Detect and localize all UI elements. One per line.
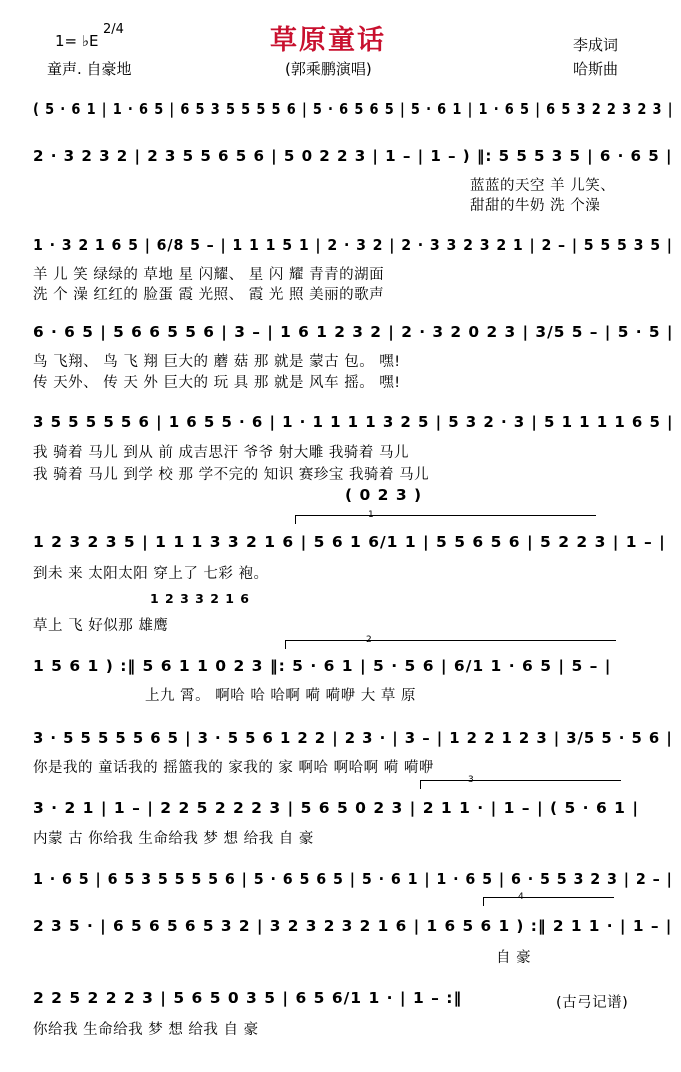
lyric-line: 传 天外、 传 天 外 巨大的 玩 具 那 就是 风车 摇。 嘿! — [33, 375, 401, 391]
transcriber-credit: (古弓记谱) — [556, 995, 629, 1011]
volta-number: 3 — [468, 775, 474, 785]
alternate-notes: 1 2 3 3 2 1 6 — [150, 591, 250, 606]
lyric-line: 上九 霄。 啊哈 哈 哈啊 嗬 嗬咿 大 草 原 — [145, 688, 416, 704]
volta-bracket — [285, 640, 616, 649]
lyric-line: 鸟 飞翔、 鸟 飞 翔 巨大的 蘑 菇 那 就是 蒙古 包。 嘿! — [33, 354, 401, 370]
volta-bracket — [483, 897, 614, 906]
lyric-line: 你是我的 童话我的 摇篮我的 家我的 家 啊哈 啊哈啊 嗬 嗬咿 — [33, 760, 434, 776]
score-system-8: 1 5 6 1 ) :‖ 5 6 1 1 0 2 3 ‖: 5 · 6 1 | 5 · 5 6 | 6/1 1 · 6 5 | 5 – | — [33, 657, 612, 675]
volta-bracket — [420, 780, 621, 789]
lyricist: 李成词 — [573, 36, 619, 54]
lyric-line: 你给我 生命给我 梦 想 给我 自 豪 — [33, 1022, 259, 1038]
score-system-5: 3 5 5 5 5 5 6 | 1 6 5 5 · 6 | 1 · 1 1 1 1 3 2 5 | 5 3 2 · 3 | 5 1 1 1 1 6 5 | — [33, 413, 674, 431]
lyric-line: 到未 来 太阳太阳 穿上了 七彩 袍。 — [33, 566, 269, 582]
score-system-2: 2 · 3 2 3 2 | 2 3 5 5 6 5 6 | 5 0 2 2 3 | 1 – | 1 – ) ‖: 5 5 5 3 5 | 6 · 6 5 | — [33, 147, 673, 165]
score-system-10: 3 · 2 1 | 1 – | 2 2 5 2 2 2 3 | 5 6 5 0 2 3 | 2 1 1 · | 1 – | ( 5 · 6 1 | — [33, 799, 639, 817]
score-system-6: 1 2 3 2 3 5 | 1 1 1 3 3 2 1 6 | 5 6 1 6/1 1 | 5 5 6 5 6 | 5 2 2 3 | 1 – | — [33, 533, 666, 551]
volta-number: 1 — [368, 510, 374, 520]
score-system-1: ( 5 · 6 1 | 1 · 6 5 | 6 5 3 5 5 5 5 6 | 5 · 6 5 6 5 | 5 · 6 1 | 1 · 6 5 | 6 5 3 2 2 3 2 3 | — [33, 100, 674, 118]
key-signature: 1= ♭E — [55, 32, 99, 50]
time-signature: 2/4 — [103, 22, 124, 37]
volta-number: 4 — [518, 892, 524, 902]
score-system-3: 1 · 3 2 1 6 5 | 6/8 5 – | 1 1 1 5 1 | 2 · 3 2 | 2 · 3 3 2 3 2 1 | 2 – | 5 5 5 3 5 | — [33, 236, 673, 254]
score-system-4: 6 · 6 5 | 5 6 6 5 5 6 | 3 – | 1 6 1 2 3 2 | 2 · 3 2 0 2 3 | 3/5 5 – | 5 · 5 | — [33, 323, 674, 341]
score-system-11: 1 · 6 5 | 6 5 3 5 5 5 5 6 | 5 · 6 5 6 5 | 5 · 6 1 | 1 · 6 5 | 6 · 5 5 3 2 3 | 2 – | — [33, 870, 673, 888]
performer: (郭乘鹏演唱) — [285, 60, 372, 78]
lyric-line: 草上 飞 好似那 雄鹰 — [33, 618, 169, 634]
lyric-line: 内蒙 古 你给我 生命给我 梦 想 给我 自 豪 — [33, 831, 314, 847]
pickup-notes: ( 0 2 3 ) — [345, 486, 423, 504]
lyric-line: 蓝蓝的天空 羊 儿笑、 — [470, 178, 616, 194]
lyric-line: 我 骑着 马儿 到从 前 成吉思汗 爷爷 射大雕 我骑着 马儿 — [33, 445, 409, 461]
score-system-12: 2 3 5 · | 6 5 6 5 6 5 3 2 | 3 2 3 2 3 2 1 6 | 1 6 5 6 1 ) :‖ 2 1 1 · | 1 – | — [33, 917, 673, 935]
tempo-marking: 童声. 自豪地 — [47, 60, 132, 78]
lyric-line: 羊 儿 笑 绿绿的 草地 星 闪耀、 星 闪 耀 青青的湖面 — [33, 267, 385, 283]
composer: 哈斯曲 — [573, 60, 619, 78]
lyric-line: 洗 个 澡 红红的 脸蛋 霞 光照、 霞 光 照 美丽的歌声 — [33, 287, 385, 303]
score-system-13: 2 2 5 2 2 2 3 | 5 6 5 0 3 5 | 6 5 6/1 1 · | 1 – :‖ — [33, 989, 463, 1007]
lyric-line: 甜甜的牛奶 洗 个澡 — [470, 198, 601, 214]
song-title: 草原童话 — [270, 25, 386, 56]
volta-number: 2 — [366, 635, 372, 645]
volta-bracket — [295, 515, 596, 524]
lyric-line: 自 豪 — [496, 950, 532, 966]
lyric-line: 我 骑着 马儿 到学 校 那 学不完的 知识 赛珍宝 我骑着 马儿 — [33, 467, 430, 483]
score-system-9: 3 · 5 5 5 5 5 6 5 | 3 · 5 5 6 1 2 2 | 2 3 · | 3 – | 1 2 2 1 2 3 | 3/5 5 · 5 6 | — [33, 729, 673, 747]
